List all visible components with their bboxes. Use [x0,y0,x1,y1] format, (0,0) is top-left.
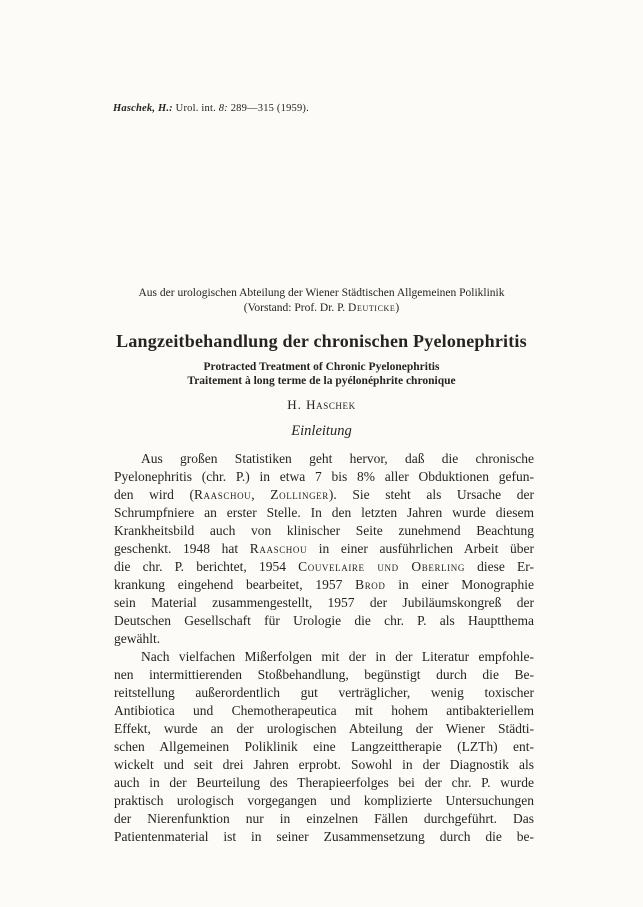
text-line [114,648,534,666]
text-run: sein Material zusammengestellt, 1957 der Jubiläumskongreß der [114,595,534,610]
text-run: der Nierenfunktion nur in einzelnen Fällen durchgeführt. Das [114,811,534,826]
text-run: geschenkt. 1948 hat [114,541,250,556]
text-line [114,612,534,630]
paper-title: Langzeitbehandlung der chronischen Pyelonephritis [116,331,527,351]
text-line [114,666,534,684]
text-run: schen Allgemeinen Poliklinik eine Langzeittherapie (LZTh) ent- [114,739,534,754]
institution-line-2 [0,302,643,314]
text-line [114,684,534,702]
text-run: Pyelonephritis (chr. P.) in etwa 7 bis 8% aller Obduktionen gefun- [114,469,534,484]
text-run: Antibiotica und Chemotherapeutica mit hohem antibakteriellem [114,703,534,718]
text-line [114,468,534,486]
text-line [114,702,534,720]
text-run: in einer Monographie [385,577,535,592]
text-run: diese Er- [464,559,534,574]
text-line [114,558,534,576]
text-run: Krankheitsbild auch von klinischer Seite zunehmend Beachtung [114,523,534,538]
text-run: krankung eingehend bearbeitet, 1957 [114,577,356,592]
citation-journal: Urol. int. [172,103,219,114]
vorstand-name: Deuticke [348,302,396,314]
text-run: praktisch urologisch vorgegangen und komplizierte Untersuchungen [114,793,534,808]
smallcaps-name: Raaschou [193,487,252,502]
citation-pages: 289—315 (1959). [227,103,309,114]
text-run: Nach vielfachen Mißerfolgen mit der in der Literatur empfohle- [141,649,534,664]
text-line [114,522,534,540]
text-run: Schrumpfniere an erster Stelle. In den letzten Jahren wurde diesem [114,505,534,520]
text-run: nen intermittierenden Stoßbehandlung, begünstigt durch die Be- [114,667,534,682]
smallcaps-name: Raaschou [249,541,308,556]
author-initial: H. [287,397,307,412]
citation [113,103,309,114]
text-line [114,450,534,468]
smallcaps-name: Brod [355,577,386,592]
text-line [114,540,534,558]
vorstand-prefix: (Vorstand: Prof. Dr. P. [243,302,349,314]
text-run: Aus großen Statistiken geht hervor, daß die chronische [141,451,534,466]
text-line [114,720,534,738]
subtitle-english: Protracted Treatment of Chronic Pyelonephritis [203,361,440,373]
text-run: reitstellung außerordentlich gut verträglicher, wenig toxischer [114,685,534,700]
text-line [114,504,534,522]
subtitle-french: Traitement à long terme de la pyélonéphrite chronique [187,375,456,387]
text-run: in einer ausführlichen Arbeit über [307,541,534,556]
author-surname: Haschek [306,397,356,412]
text-run: Deutschen Gesellschaft für Urologie die chr. P. als Hauptthema [114,613,534,628]
text-run: den wird ( [114,487,194,502]
text-line [114,486,534,504]
paragraph [114,648,534,846]
text-run: auch in der Beurteilung des Therapieerfolges bei der chr. P. wurde [114,775,534,790]
smallcaps-name: Couvelaire und Oberling [298,559,465,574]
text-run: Patientenmaterial ist in seiner Zusammensetzung durch die be- [114,829,534,844]
paragraph [114,450,534,648]
text-line [114,810,534,828]
text-line [114,756,534,774]
text-line [114,792,534,810]
author-name [0,397,643,413]
section-heading-einleitung: Einleitung [291,423,352,439]
text-line [114,774,534,792]
citation-author: Haschek, H.: [113,103,173,114]
text-line [114,576,534,594]
smallcaps-name: Zollinger [270,487,329,502]
text-run: wickelt und seit drei Jahren erprobt. Sowohl in der Diagnostik als [114,757,534,772]
text-run: gewählt. [114,631,161,646]
text-line [114,828,534,846]
text-run: , [251,487,271,502]
text-line [114,594,534,612]
text-line [114,630,534,648]
institution-line-1: Aus der urologischen Abteilung der Wiener Städtischen Allgemeinen Poliklinik [138,287,505,299]
text-run: die chr. P. berichtet, 1954 [114,559,299,574]
citation-volume: 8: [218,103,228,114]
body-text [114,450,534,846]
vorstand-suffix: ) [395,302,400,314]
text-run: Effekt, wurde an der urologischen Abteilung der Wiener Städti- [114,721,534,736]
text-run: ). Sie steht als Ursache der [328,487,535,502]
text-line [114,738,534,756]
